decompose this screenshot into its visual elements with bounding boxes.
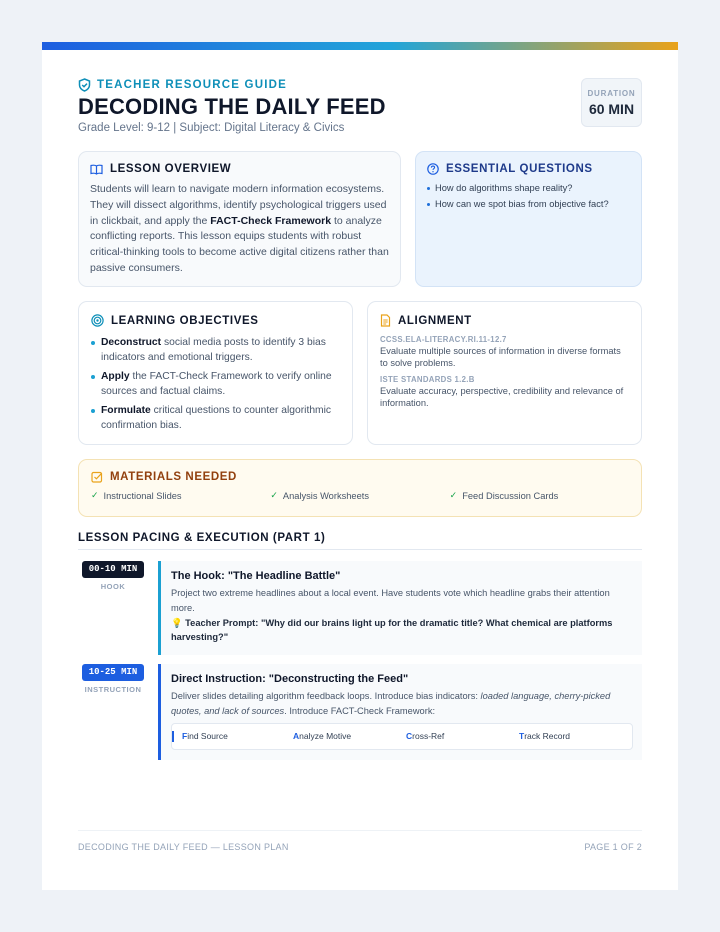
target-icon — [91, 314, 104, 327]
framework-step — [398, 731, 511, 742]
page-title: DECODING THE DAILY FEED — [78, 94, 386, 119]
shield-check-icon — [78, 78, 91, 92]
alignment-heading-text: ALIGNMENT — [398, 314, 472, 327]
framework-letter: A — [293, 731, 300, 741]
objective-verb: Deconstruct — [101, 337, 162, 348]
checkbox-icon — [91, 471, 103, 483]
overview-heading — [90, 163, 390, 175]
essential-questions-list — [427, 182, 631, 210]
check-icon: ✓ — [449, 490, 458, 500]
framework-step — [285, 731, 398, 742]
section-divider — [78, 549, 642, 550]
framework-letter: C — [406, 731, 413, 741]
objective-verb: Apply — [101, 371, 130, 383]
pacing-heading: LESSON PACING & EXECUTION (PART 1) — [78, 532, 326, 544]
framework-letter: T — [519, 731, 525, 741]
block-title: The Hook: "The Headline Battle" — [171, 570, 341, 582]
block-text-italic: loaded language, cherry-picked quotes, and lack of sources — [171, 691, 611, 716]
footer-divider — [78, 830, 642, 831]
block-text — [171, 689, 632, 718]
materials-list — [91, 490, 629, 501]
standard-description: Evaluate accuracy, perspective, credibility and relevance of information. — [380, 386, 624, 408]
duration-label: DURATION — [587, 89, 636, 98]
duration-value: 60 MIN — [588, 101, 635, 117]
fact-check-framework — [171, 723, 633, 750]
teacher-prompt-text: Teacher Prompt: "Why did our brains light up for the dramatic title? What chemical are platforms harvesting?" — [171, 618, 613, 642]
overview-text-end: to analyze conflicting reports. This lesson equips students with robust critical-thinking tools to become active digital citizens rather than passive consumers. — [90, 214, 389, 274]
materials-heading-text: MATERIALS NEEDED — [110, 471, 237, 483]
block-text: Project two extreme headlines about a local event. Have students vote which headline grabs their attention more. — [171, 588, 610, 613]
duration-badge — [581, 78, 642, 127]
lesson-plan-page — [42, 42, 678, 890]
essential-questions-heading — [427, 163, 631, 175]
check-icon: ✓ — [270, 490, 278, 500]
overview-text-bold: FACT-Check Framework — [210, 214, 332, 227]
list-item — [91, 370, 342, 399]
alignment-heading — [380, 314, 631, 327]
materials-heading — [91, 471, 629, 483]
page-subtitle: Grade Level: 9-12 | Subject: Digital Literacy & Civics — [78, 122, 345, 134]
page-number: PAGE 1 OF 2 — [584, 842, 642, 852]
lesson-overview-card — [78, 151, 401, 287]
resource-label-text: TEACHER RESOURCE GUIDE — [97, 79, 287, 91]
document-icon — [380, 314, 391, 327]
framework-step — [511, 731, 624, 742]
learning-objectives-card — [78, 301, 353, 445]
standard-description: Evaluate multiple sources of information in diverse formats to solve problems. — [380, 346, 621, 368]
framework-word: ind Source — [187, 731, 228, 741]
overview-text — [90, 182, 390, 277]
materials-card — [78, 459, 642, 517]
time-badge: 00-10 MIN — [82, 561, 144, 578]
list-item — [270, 490, 449, 501]
pacing-block-instruction — [158, 664, 642, 760]
list-item — [91, 336, 342, 365]
check-icon: ✓ — [91, 490, 99, 500]
essential-questions-heading-text: ESSENTIAL QUESTIONS — [446, 163, 593, 175]
lightbulb-icon: 💡 — [171, 618, 183, 628]
overview-text-start: Students will learn to navigate modern information ecosystems. They will dissect algorithms, identify psychological triggers used in clickbait, and apply the — [90, 183, 387, 227]
teacher-prompt — [171, 617, 632, 644]
block-text-end: . Introduce FACT-Check Framework: — [284, 705, 436, 716]
objective-verb: Formulate — [101, 405, 151, 417]
objective-text: the FACT-Check Framework to verify online sources and factual claims. — [101, 371, 332, 397]
objective-text: critical questions to counter algorithmic confirmation bias. — [101, 405, 332, 431]
objectives-heading-text: LEARNING OBJECTIVES — [111, 314, 259, 327]
gradient-top-bar — [42, 42, 678, 50]
framework-word: nalyze Motive — [299, 731, 352, 741]
standard-code: ISTE STANDARDS 1.2.B — [380, 375, 475, 384]
block-title: Direct Instruction: "Deconstructing the Feed" — [171, 673, 409, 685]
book-icon — [90, 164, 103, 175]
standard-code: CCSS.ELA-LITERACY.RI.11-12.7 — [380, 335, 507, 344]
list-item: How can we spot bias from objective fact? — [427, 198, 631, 210]
footer-title: DECODING THE DAILY FEED — LESSON PLAN — [78, 842, 289, 852]
framework-word: rack Record — [524, 731, 571, 741]
objectives-heading — [91, 314, 342, 327]
framework-word: ross-Ref — [412, 731, 445, 741]
phase-label: INSTRUCTION — [84, 685, 142, 694]
list-item — [91, 490, 270, 501]
material-label: Analysis Worksheets — [282, 490, 369, 501]
material-label: Feed Discussion Cards — [462, 490, 559, 501]
essential-questions-card — [415, 151, 642, 287]
phase-label: HOOK — [100, 582, 126, 591]
objectives-list — [91, 336, 342, 434]
framework-letter: F — [182, 731, 188, 741]
material-label: Instructional Slides — [103, 490, 182, 501]
question-circle-icon — [427, 163, 439, 175]
framework-step — [172, 731, 285, 742]
block-text-start: Deliver slides detailing algorithm feedback loops. Introduce bias indicators: — [171, 691, 481, 701]
overview-heading-text: LESSON OVERVIEW — [110, 163, 232, 175]
list-item — [91, 404, 342, 433]
resource-label — [78, 78, 287, 92]
alignment-card — [367, 301, 642, 445]
list-item: How do algorithms shape reality? — [427, 182, 631, 194]
time-badge: 10-25 MIN — [82, 664, 144, 681]
pacing-block-hook — [158, 561, 642, 655]
list-item — [450, 490, 629, 501]
objective-text: social media posts to identify 3 bias indicators and emotional triggers. — [101, 337, 326, 363]
